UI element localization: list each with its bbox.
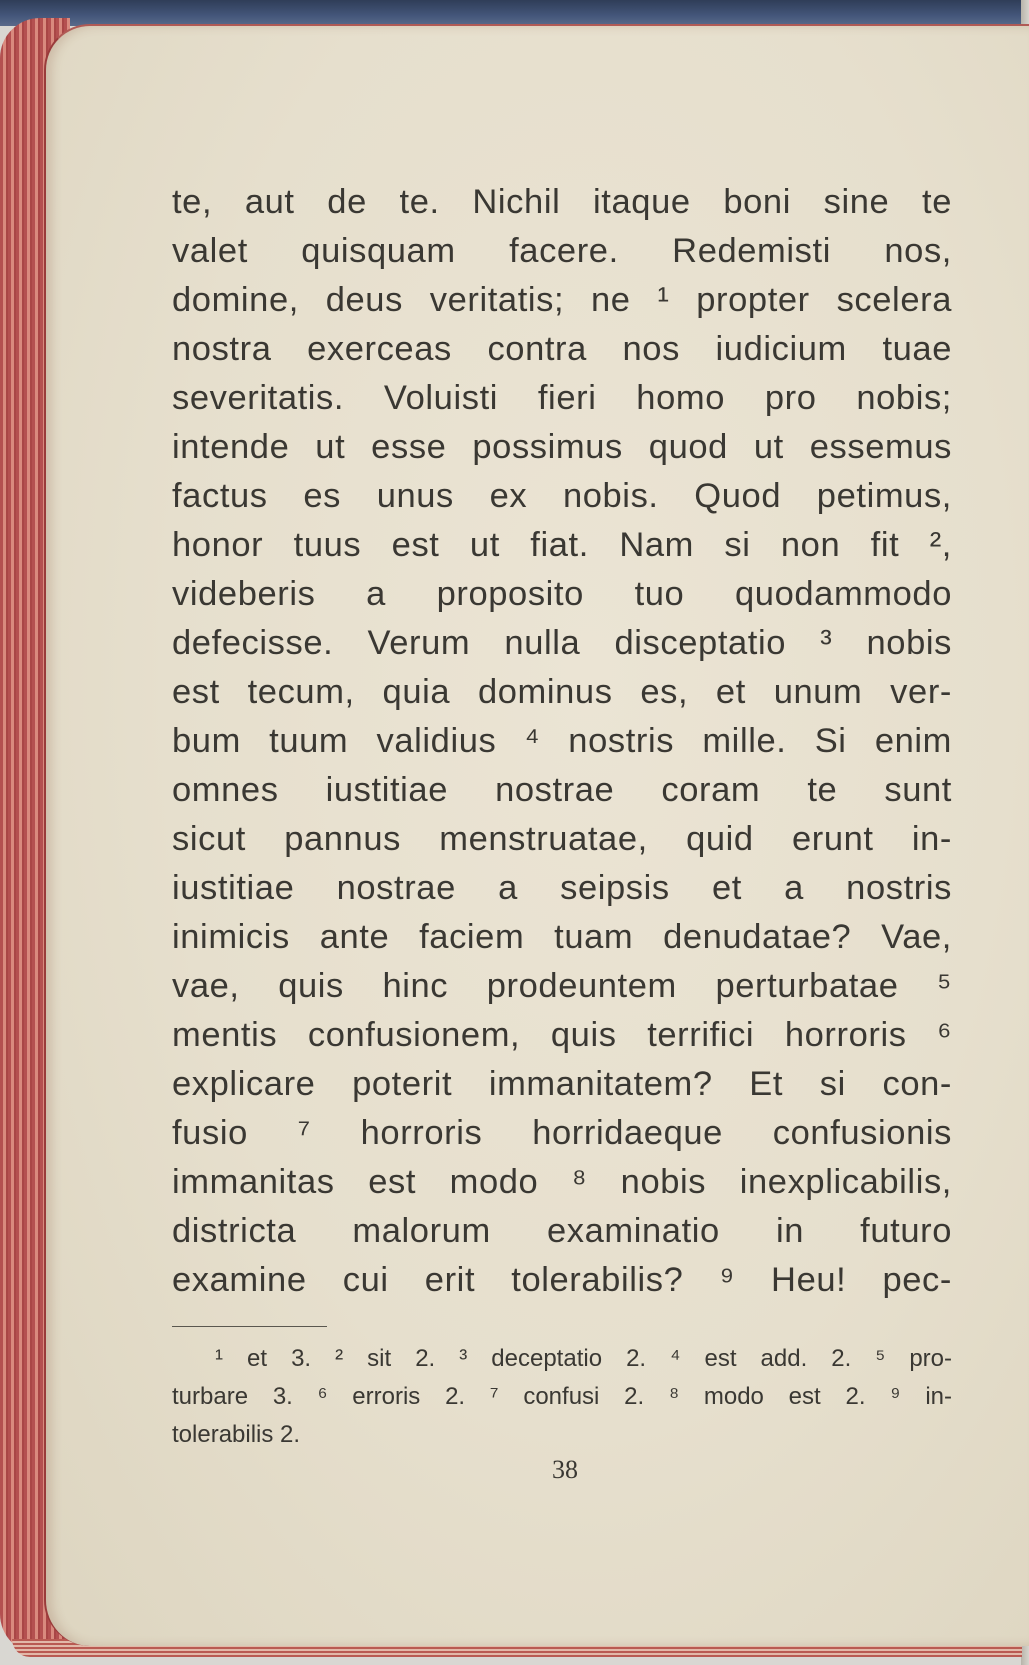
text-line: factus es unus ex nobis. Quod petimus, xyxy=(172,477,952,515)
footnote-line: turbare 3. ⁶ erroris 2. ⁷ confusi 2. ⁸ modo est 2. ⁹ in- xyxy=(172,1383,952,1410)
book-cover-top-edge xyxy=(0,0,1029,26)
footnote-divider xyxy=(172,1326,327,1327)
text-line: vae, quis hinc prodeuntem perturbatae ⁵ xyxy=(172,967,952,1005)
page-number: 38 xyxy=(552,1455,578,1484)
text-line: examine cui erit tolerabilis? ⁹ Heu! pec- xyxy=(172,1261,952,1299)
text-line: honor tuus est ut fiat. Nam si non fit ², xyxy=(172,526,952,564)
main-text xyxy=(172,178,952,1305)
text-line: immanitas est modo ⁸ nobis inexplicabilis, xyxy=(172,1163,952,1201)
text-line: mentis confusionem, quis terrifici horroris ⁶ xyxy=(172,1016,952,1054)
text-line: domine, deus veritatis; ne ¹ propter scelera xyxy=(172,281,952,319)
text-line: te, aut de te. Nichil itaque boni sine te xyxy=(172,183,952,221)
text-line: bum tuum validius ⁴ nostris mille. Si enim xyxy=(172,722,952,760)
text-line: videberis a proposito tuo quodammodo xyxy=(172,575,952,613)
footnote-line: ¹ et 3. ² sit 2. ³ deceptatio 2. ⁴ est add. 2. ⁵ pro- xyxy=(215,1345,952,1372)
footnotes xyxy=(172,1340,952,1454)
text-line: sicut pannus menstruatae, quid erunt in- xyxy=(172,820,952,858)
footnote-line: tolerabilis 2. xyxy=(172,1421,301,1448)
text-line: iustitiae nostrae a seipsis et a nostris xyxy=(172,869,952,907)
text-line: intende ut esse possimus quod ut essemus xyxy=(172,428,952,466)
text-line: omnes iustitiae nostrae coram te sunt xyxy=(172,771,952,809)
text-line: inimicis ante faciem tuam denudatae? Vae, xyxy=(172,918,952,956)
text-line: districta malorum examinatio in futuro xyxy=(172,1212,952,1250)
text-line: nostra exerceas contra nos iudicium tuae xyxy=(172,330,952,368)
text-line: severitatis. Voluisti fieri homo pro nobis; xyxy=(172,379,952,417)
text-line: est tecum, quia dominus es, et unum ver- xyxy=(172,673,952,711)
text-line: fusio ⁷ horroris horridaeque confusionis xyxy=(172,1114,952,1152)
text-line: defecisse. Verum nulla disceptatio ³ nobis xyxy=(172,624,952,662)
text-line: valet quisquam facere. Redemisti nos, xyxy=(172,232,952,270)
text-line: explicare poterit immanitatem? Et si con- xyxy=(172,1065,952,1103)
